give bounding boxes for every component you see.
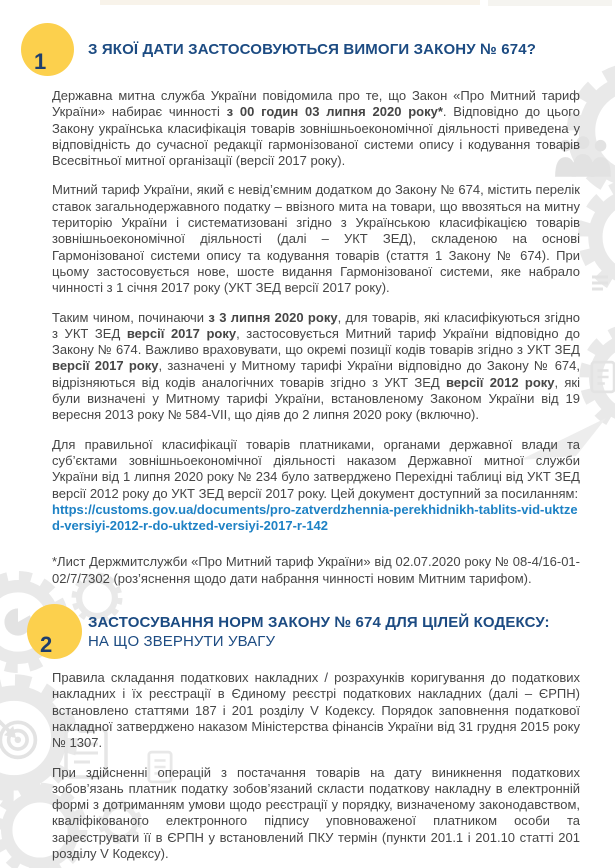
document-link-line [52,502,580,535]
page-top-strip [100,0,480,5]
bold-text: версії 2017 року [126,325,237,341]
target-arrow-icon [0,714,40,762]
section-2-header [40,607,580,658]
text-run: Правила складання податкових накладних / розрахунків коригування до податкових накладних і їх реєстрації в Єдиному реєстрі податкових накладних (далі – ЄРПН) встановлено статтями 187 і 201 розділу V Кодексу. Порядок заповнення податкової накладної затверджено наказом Міністерства фінансів України від 31 грудня 2015 року № 1307. [52,670,580,751]
section-2-subtitle: НА ЩО ЗВЕРНУТИ УВАГУ [88,633,276,651]
section-1 [34,23,581,587]
paragraph-3 [52,310,580,424]
text-run: *Лист Держмитслужби «Про Митний тариф України» від 02.07.2020 року № 08-4/16-01-02/7/7302 (роз’яснення щодо дати набрання чинності новим Митним тарифом). [52,554,580,586]
bold-text: версії 2017 року [52,358,159,374]
section-number: 2 [40,632,53,658]
text-run: Державна митна служба України повідомила про те, що Закон «Про Митний тариф України» набирає чинності [52,88,580,120]
text-run: Для правильної класифікації товарів платниками, органами державної влади та суб’єктами зовнішньоекономічної діяльності наказом Державної митної служби України від 1 липня 2020 року № 234 було затверджено Перехідні таблиці від УКТ ЗЕД версії 2012 року до УКТ ЗЕД версії 2017 року. Цей документ доступний за посиланням: [52,436,580,501]
text-run: , для товарів, які класифікуються згідно з УКТ ЗЕД [52,309,581,341]
text-run: При здійсненні операцій з постачання товарів на дату виникнення податкових зобов’язань платник податку зобов’язаний скласти податкову накладну в електронній формі з дотриманням умови щодо реєстрації у порядку, визначеному законодавством, кваліфікованого електронного підпису уповноваженої платником особи та зареєструвати її в ЄРПН у встановлений ПКУ термін (пункти 201.1 і 201.10 статті 201 розділу V Кодексу). [52,764,580,861]
section-1-header [34,23,580,75]
paragraph-5 [52,670,580,751]
section-2-title: ЗАСТОСУВАННЯ НОРМ ЗАКОНУ № 674 ДЛЯ ЦІЛЕЙ КОДЕКСУ: [88,614,550,632]
bold-text: з 00 годин 03 липня 2020 року* [226,104,443,120]
section-1-title: З ЯКОЇ ДАТИ ЗАСТОСОВУЮТЬСЯ ВИМОГИ ЗАКОНУ № 674? [88,40,537,58]
text-run: . Відповідно до цього Закону українська класифікація товарів зовнішньоекономічної діяльності приведена у відповідність до сучасної редакції гармонізованої системи опису і кодування товарів Всесвітньої митної організації (версії 2017 року). [52,104,580,169]
section-1-body [52,88,580,587]
section-number: 1 [34,49,47,74]
text-run: , які були визначені у Митному тарифі України, встановленому Законом України від 19 вересня 2013 року № 584-VII, що діяв до 2 липня 2020 року (включно). [52,374,581,423]
paragraph-4 [52,437,580,502]
section-1-number-badge [21,23,74,76]
page-top-strip [488,0,612,6]
bold-text: версії 2012 року [445,374,555,390]
document-icon [590,360,615,394]
text-run: , застосовується Митний тариф України відповідно до Закону № 674. Важливо враховувати, що окремі позиції кодів товарів згідно з УКТ ЗЕД [52,325,580,358]
text-run: Митний тариф України, який є невід’ємним додатком до Закону № 674, містить перелік ставок загальнодержавного податку – ввізного мита на товари, що ввозяться на митну територію України і систематизовані згідно з Українською класифікацією товарів зовнішньоекономічної діяльності (далі – УКТ ЗЕД), складеною на основі Гармонізованої системи опису та кодування товарів (стаття 1 Закону № 674). При цьому застосовується нове, шосте видання Гармонізованої системи, яке набрало чинності з 1 січня 2017 року (УКТ ЗЕД версії 2017 року). [52,182,580,296]
bold-text: з 3 липня 2020 року [208,309,338,325]
section-2 [40,607,580,862]
paragraph-6 [52,765,580,863]
paragraph-1 [52,88,580,169]
document-content [34,23,581,862]
list-lines-icon [590,274,610,292]
document-link[interactable]: https://customs.gov.ua/documents/pro-zatverdzhennia-perekhidnikh-tablits-vid-uktzed-versiyi-2012-r-do-uktzed-versiyi-2017-r-142 [52,501,578,534]
section-2-number-badge [27,604,82,659]
footnote [52,554,580,587]
paragraph-2 [52,182,580,296]
text-run: , зазначені у Митному тарифі України відповідно до Закону № 674, відрізняються від кодів аналогічних товарів згідно з УКТ ЗЕД [52,358,580,390]
section-2-body [52,670,580,862]
text-run: Таким чином, починаючи [52,309,209,325]
